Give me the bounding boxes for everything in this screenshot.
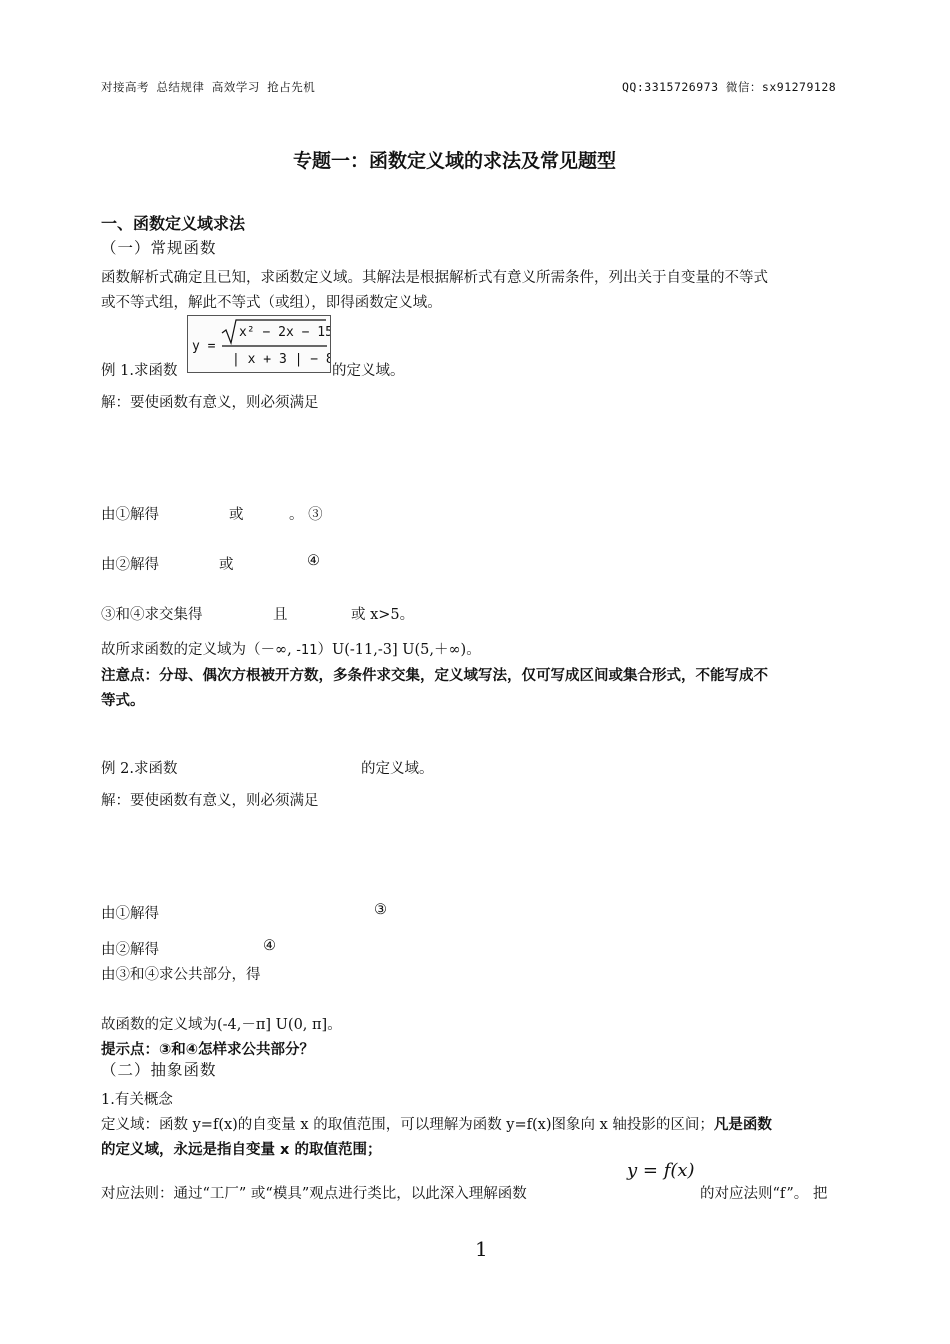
formula-y: y = bbox=[192, 339, 216, 354]
formula-svg bbox=[188, 316, 330, 372]
ex1-answer-a: 故所求函数的定义域为（－∞, bbox=[101, 642, 292, 658]
section-heading: 一、函数定义域求法 bbox=[101, 214, 246, 233]
example-1-suffix: 的定义域。 bbox=[332, 363, 405, 379]
ex1-note-line-2: 等式。 bbox=[101, 693, 145, 709]
ex1-answer bbox=[101, 638, 481, 659]
domain-definition-line-2: 的定义域，永远是指自变量 x 的取值范围； bbox=[101, 1142, 382, 1158]
domain-definition-b: 凡是函数 bbox=[713, 1117, 772, 1133]
domain-definition-line-1 bbox=[101, 1113, 772, 1134]
ex2-step2-mark: ④ bbox=[263, 938, 276, 954]
subsection-heading-1: （一）常规函数 bbox=[101, 239, 217, 257]
concept-title: 1.有关概念 bbox=[101, 1092, 173, 1108]
rule-formula: y = f(x) bbox=[627, 1160, 695, 1181]
domain-definition-a: 定义域：函数 y=f(x)的自变量 x 的取值范围，可以理解为函数 y=f(x)图象向 x 轴投影的区间； bbox=[101, 1117, 714, 1133]
example-1-solution: 解：要使函数有意义，则必须满足 bbox=[101, 395, 319, 411]
rule-line-b: 的对应法则“f”。 把 bbox=[700, 1186, 828, 1202]
page-number: 1 bbox=[475, 1237, 488, 1261]
ex2-step1-mark: ③ bbox=[374, 902, 387, 918]
page-title: 专题一：函数定义域的求法及常见题型 bbox=[293, 150, 617, 172]
header-contact: QQ:3315726973 微信：sx91279128 bbox=[622, 80, 837, 94]
example-2-prefix: 例 2.求函数 bbox=[101, 761, 178, 777]
formula-denominator: | x + 3 | − 8 bbox=[232, 352, 330, 367]
ex2-answer: 故函数的定义域为(-4,－π] U(0, π]。 bbox=[101, 1017, 342, 1033]
example-1-prefix: 例 1.求函数 bbox=[101, 363, 178, 379]
ex1-answer-b: -11 bbox=[296, 643, 318, 658]
intro-line-2: 或不等式组，解此不等式（或组），即得函数定义域。 bbox=[101, 295, 442, 311]
ex2-step2-label: 由②解得 bbox=[101, 942, 159, 958]
ex1-step2-label: 由②解得 bbox=[101, 557, 159, 573]
intro-line-1: 函数解析式确定且已知，求函数定义域。其解法是根据解析式有意义所需条件，列出关于自变量的不等式 bbox=[101, 270, 768, 286]
subsection-heading-2: （二）抽象函数 bbox=[101, 1061, 217, 1079]
example-2-suffix: 的定义域。 bbox=[361, 761, 434, 777]
ex1-note-line-1: 注意点：分母、偶次方根被开方数，多条件求交集，定义域写法，仅可写成区间或集合形式，不能写成不 bbox=[101, 668, 768, 684]
ex1-step2-mark: ④ bbox=[307, 553, 320, 569]
ex2-step3: 由③和④求公共部分，得 bbox=[101, 967, 261, 983]
ex1-step3-label: ③和④求交集得 bbox=[101, 607, 203, 623]
example-1-formula-image bbox=[187, 315, 331, 373]
formula-numerator: x² − 2x − 15 bbox=[239, 325, 330, 340]
ex1-step3-and: 且 bbox=[273, 607, 288, 623]
ex1-answer-c: ）U(-11,-3] U(5,＋∞)。 bbox=[317, 642, 481, 658]
header-slogan: 对接高考 总结规律 高效学习 抢占先机 bbox=[101, 80, 316, 94]
ex1-step1-or: 或 bbox=[229, 507, 244, 523]
example-2-solution: 解：要使函数有意义，则必须满足 bbox=[101, 793, 319, 809]
rule-line-a: 对应法则：通过“工厂” 或“模具”观点进行类比，以此深入理解函数 bbox=[101, 1186, 527, 1202]
ex1-step2-or: 或 bbox=[219, 557, 234, 573]
ex2-hint: 提示点：③和④怎样求公共部分？ bbox=[101, 1042, 315, 1058]
ex1-step1-label: 由①解得 bbox=[101, 507, 159, 523]
ex2-step1-label: 由①解得 bbox=[101, 906, 159, 922]
ex1-step3-or: 或 x>5。 bbox=[351, 607, 415, 623]
ex1-step1-mark: 。 ③ bbox=[289, 507, 323, 523]
